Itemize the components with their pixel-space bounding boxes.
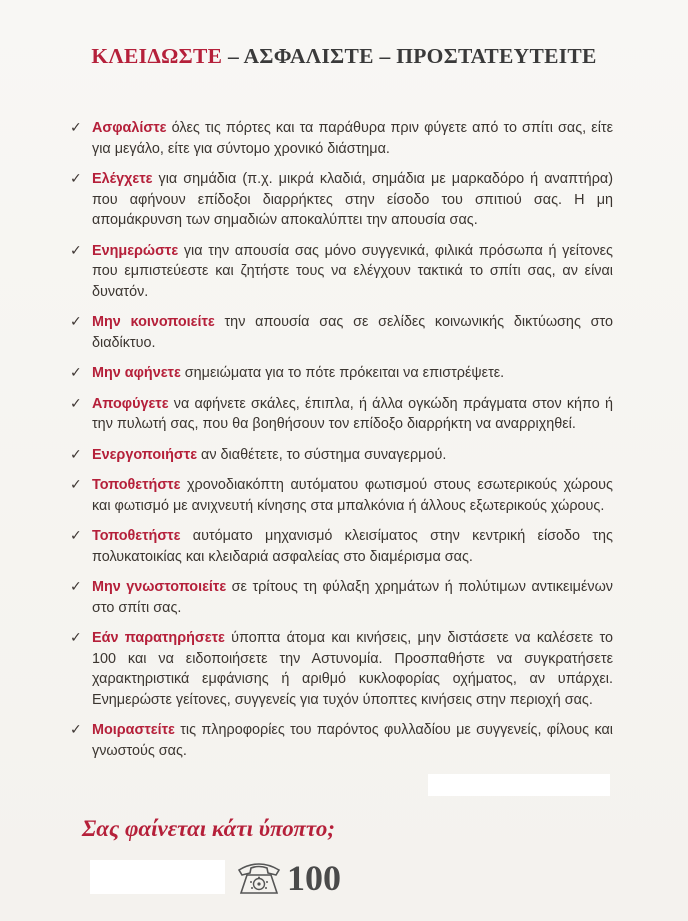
- tip-text: αν διαθέτετε, το σύστημα συναγερμού.: [197, 446, 447, 463]
- tip-text: για σημάδια (π.χ. μικρά κλαδιά, σημάδια με μαρκαδόρο ή αναπτήρα) που αφήνουν επίδοξοι διαρρήκτες στην είσοδο του σπιτιού σας. Η μη απομάκρυνση των σημαδιών αποκαλύπτει την απουσία σας.: [92, 171, 613, 228]
- tip-text: σε τρίτους τη φύλαξη χρημάτων ή πολύτιμων αντικειμένων στο σπίτι σας.: [92, 579, 614, 616]
- tip-keyword: Τοποθετήστε: [92, 477, 181, 493]
- tip-item: [68, 445, 613, 466]
- tip-item: [68, 628, 613, 710]
- checkmark-icon: ✓: [70, 242, 82, 259]
- tip-text: τις πληροφορίες του παρόντος φυλλαδίου με συγγενείς, φίλους και γνωστούς σας.: [92, 722, 613, 759]
- page-title: [0, 44, 688, 69]
- suspicious-question: Σας φαίνεται κάτι ύποπτο;: [82, 816, 336, 841]
- checkmark-icon: ✓: [70, 630, 82, 646]
- tip-text: σημειώματα για το πότε πρόκειται να επιστρέψετε.: [180, 365, 505, 381]
- checkmark-icon: ✓: [70, 171, 82, 187]
- tip-item: [68, 363, 613, 384]
- title-part-protect: ΠΡΟΣΤΑΤΕΥΤΕΙΤΕ: [396, 44, 597, 68]
- tip-keyword: Εάν παρατηρήσετε: [92, 630, 225, 646]
- tip-text: ύποπτα άτομα και κινήσεις, μην διστάσετε να καλέσετε το 100 και να ειδοποιήσετε την Αστυνομία. Προσπαθήστε να συγκρατήσετε χαρακτηριστικά εμφάνισης ή αριθμό κυκλοφορίας οχήματος, αν υπάρχει. Ενημερώστε γείτονες, συγγενείς για τυχόν ύποπτες κινήσεις στην περιοχή σας.: [92, 630, 613, 708]
- title-separator: –: [222, 44, 244, 68]
- telephone-icon: [236, 858, 282, 896]
- tip-item: [68, 577, 613, 618]
- tip-keyword: Ελέγχετε: [92, 171, 153, 187]
- checkmark-icon: ✓: [70, 395, 82, 412]
- checkmark-icon: ✓: [70, 722, 82, 738]
- tip-keyword: Ασφαλίστε: [92, 120, 167, 136]
- checkmark-icon: ✓: [70, 365, 82, 381]
- tip-keyword: Μην γνωστοποιείτε: [92, 579, 227, 595]
- tip-text: να αφήνετε σκάλες, έπιπλα, ή άλλα ογκώδη πράγματα στον κήπο ή την πυλωτή σας, που θα βοηθήσουν τον επίδοξο διαρρήκτη να αναρριχηθεί.: [92, 395, 613, 432]
- tip-item: [68, 394, 613, 435]
- redacted-area: [90, 860, 225, 894]
- tip-text: χρονοδιακόπτη αυτόματου φωτισμού στους εσωτερικούς χώρους και φωτισμό με ανιχνευτή κίνησης στα μπαλκόνια ή άλλους εξωτερικούς χώρους.: [92, 477, 613, 514]
- tip-keyword: Τοποθετήστε: [92, 528, 181, 544]
- redacted-area: [428, 774, 610, 796]
- tip-text: για την απουσία σας μόνο συγγενικά, φιλικά πρόσωπα ή γείτονες που εμπιστεύεστε και ζητήστε τους να ελέγχουν τακτικά το σπίτι σας, αν είναι δυνατόν.: [92, 242, 613, 300]
- checkmark-icon: ✓: [70, 579, 82, 595]
- tip-item: [68, 720, 613, 761]
- title-separator: –: [373, 44, 397, 68]
- checkmark-icon: ✓: [70, 477, 82, 493]
- tip-text: όλες τις πόρτες και τα παράθυρα πριν φύγετε από το σπίτι σας, είτε για μεγάλο, είτε για σύντομο χρονικό διάστημα.: [92, 120, 613, 157]
- checkmark-icon: ✓: [70, 446, 82, 463]
- title-part-lock: ΚΛΕΙΔΩΣΤΕ: [91, 44, 223, 68]
- emergency-phone-number: 100: [287, 858, 341, 898]
- tip-item: [68, 241, 613, 303]
- tip-item: [68, 169, 613, 231]
- tip-keyword: Μοιραστείτε: [92, 722, 175, 738]
- tip-text: την απουσία σας σε σελίδες κοινωνικής δικτύωσης στο διαδίκτυο.: [92, 314, 613, 351]
- safety-tips-list: [68, 118, 613, 771]
- tip-item: [68, 312, 613, 353]
- tip-keyword: Μην κοινοποιείτε: [92, 314, 215, 330]
- checkmark-icon: ✓: [70, 528, 82, 544]
- tip-keyword: Μην αφήνετε: [92, 365, 181, 381]
- tip-item: [68, 118, 613, 159]
- tip-keyword: Ενημερώστε: [92, 242, 179, 259]
- tip-keyword: Ενεργοποιήστε: [92, 446, 198, 463]
- title-part-insure: ΑΣΦΑΛΙΣΤΕ: [243, 44, 374, 68]
- checkmark-icon: ✓: [70, 314, 82, 330]
- tip-keyword: Αποφύγετε: [92, 395, 169, 412]
- tip-text: αυτόματο μηχανισμό κλεισίματος στην κεντρική είσοδο της πολυκατοικίας και κλειδαριά ασφαλείας στο διαμέρισμα σας.: [92, 528, 613, 565]
- tip-item: [68, 526, 613, 567]
- checkmark-icon: ✓: [70, 120, 82, 136]
- tip-item: [68, 475, 613, 516]
